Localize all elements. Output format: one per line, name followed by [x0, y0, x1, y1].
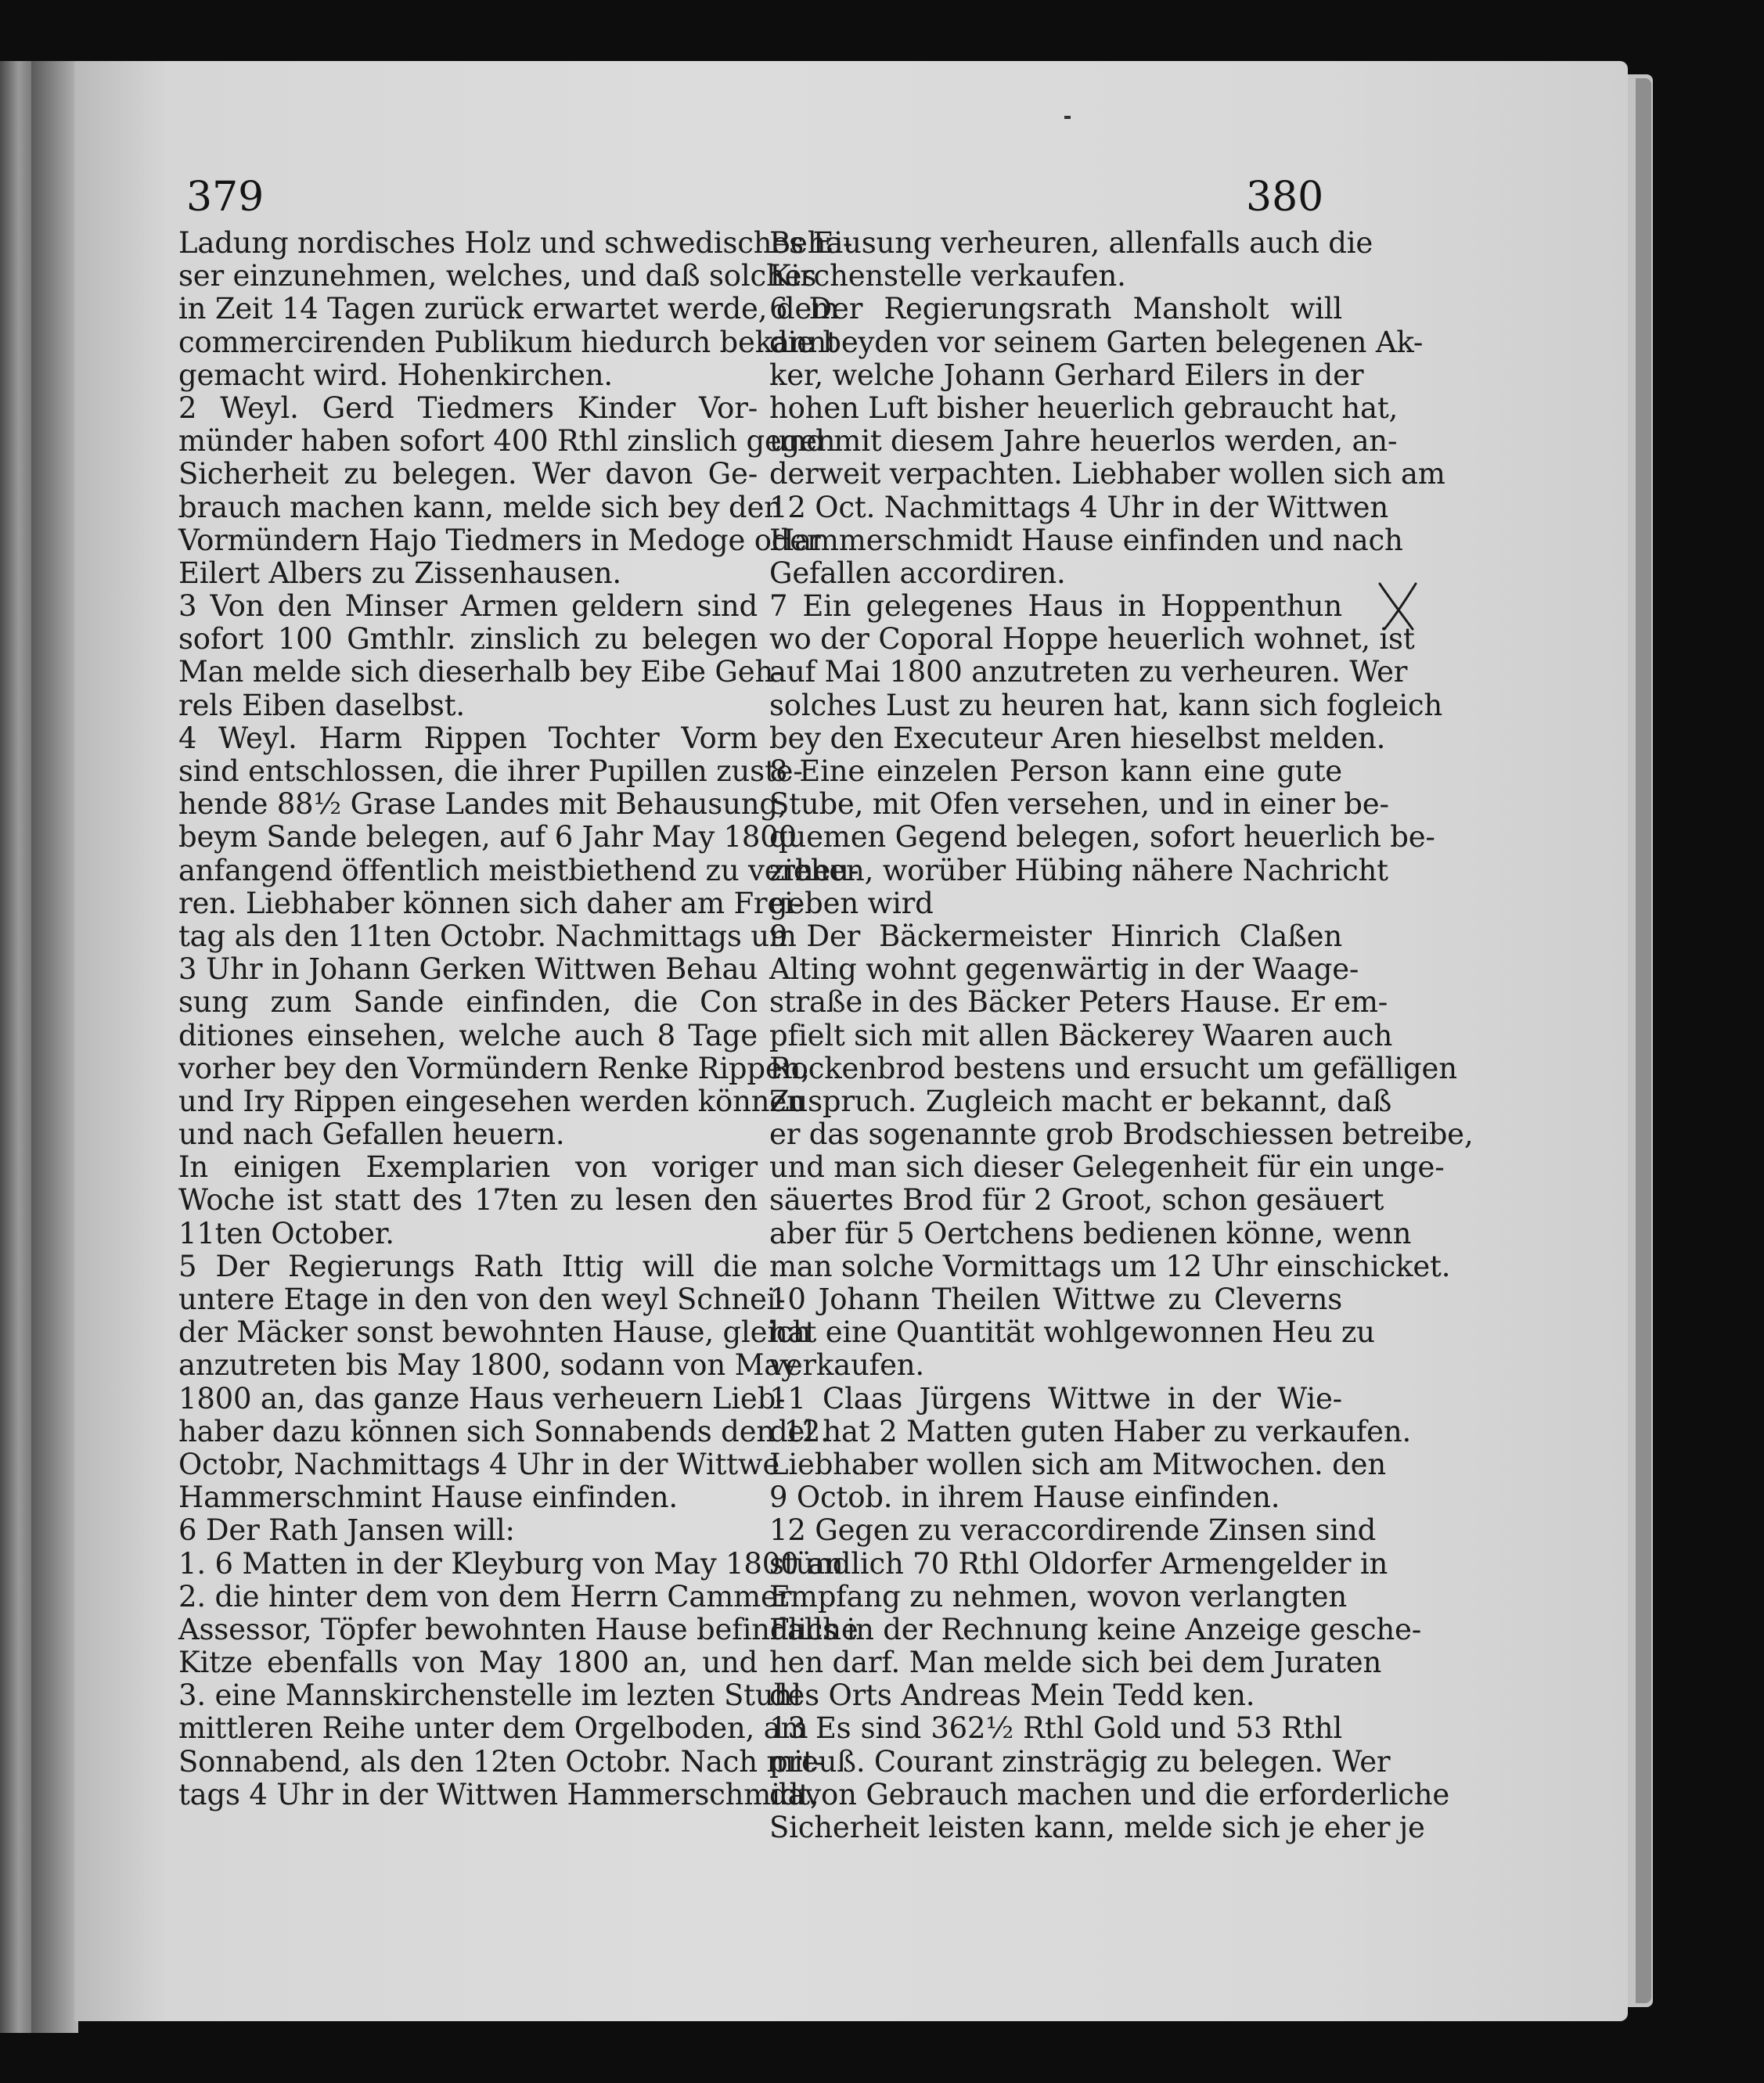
text-line: 12 Gegen zu veraccordirende Zinsen sind — [769, 1513, 1377, 1548]
text-line: untere Etage in den von den weyl Schnei- — [178, 1283, 786, 1316]
text-line: 8 Eine einzelen Person kann eine gute — [769, 754, 1342, 788]
text-line: Zuspruch. Zugleich macht er bekannt, daß — [769, 1084, 1392, 1118]
text-line: 11 Claas Jürgens Wittwe in der Wie- — [769, 1381, 1342, 1416]
text-line: verkaufen. — [769, 1348, 924, 1383]
handwritten-x-mark — [1373, 579, 1420, 634]
text-line: hat eine Quantität wohlgewonnen Heu zu — [769, 1315, 1375, 1350]
text-line: 2 Weyl. Gerd Tiedmers Kinder Vor- — [178, 390, 758, 425]
text-line: 6 Der Regierungsrath Mansholt will — [769, 292, 1342, 326]
text-line: sung zum Sande einfinden, die Con — [178, 985, 758, 1020]
text-line: straße in des Bäcker Peters Hause. Er em- — [769, 985, 1388, 1020]
text-line: anfangend öffentlich meistbiethend zu verheu- — [178, 853, 859, 887]
text-line: Stube, mit Ofen versehen, und in einer be- — [769, 787, 1389, 822]
text-line: ren. Liebhaber können sich daher am Frei- — [178, 886, 804, 920]
text-line: Kirchenstelle verkaufen. — [769, 259, 1126, 293]
text-line: in Zeit 14 Tagen zurück erwartet werde, dem — [178, 292, 839, 326]
text-line: Sicherheit leisten kann, melde sich je eher je — [769, 1811, 1425, 1844]
text-line: die beyden vor seinem Garten belegenen Ak- — [769, 325, 1424, 359]
text-line: 3 Von den Minser Armen geldern sind — [178, 589, 758, 624]
text-line: Liebhaber wollen sich am Mitwochen. den — [769, 1447, 1386, 1481]
text-line: man solche Vormittags um 12 Uhr einschicket. — [769, 1249, 1451, 1283]
text-line: aber für 5 Oertchens bedienen könne, wenn — [769, 1216, 1412, 1250]
text-line: rels Eiben daselbst. — [178, 688, 465, 722]
text-line: 4 Weyl. Harm Rippen Tochter Vorm — [178, 721, 758, 755]
paper-speck — [1064, 116, 1071, 119]
text-line: Empfang zu nehmen, wovon verlangten — [769, 1579, 1347, 1614]
text-line: Ladung nordisches Holz und schwedisches Ei- — [178, 226, 853, 260]
text-line: 5 Der Regierungs Rath Ittig will die — [178, 1249, 758, 1283]
text-line: 13 Es sind 362½ Rthl Gold und 53 Rthl — [769, 1711, 1342, 1746]
text-line: gemacht wird. Hohenkirchen. — [178, 358, 613, 392]
text-line: vorher bey den Vormündern Renke Rippen, — [178, 1051, 810, 1085]
text-line: Falls in der Rechnung keine Anzeige gesche- — [769, 1612, 1422, 1646]
text-line: tag als den 11ten Octobr. Nachmittags um — [178, 919, 797, 953]
text-line: 11ten October. — [178, 1216, 394, 1250]
text-line: der Mäcker sonst bewohnten Hause, gleich — [178, 1315, 812, 1350]
text-line: 1800 an, das ganze Haus verheuern Lieb- — [178, 1381, 786, 1416]
text-line: hen darf. Man melde sich bei dem Juraten — [769, 1646, 1382, 1680]
text-line: Behausung verheuren, allenfalls auch die — [769, 226, 1373, 260]
text-line: hohen Luft bisher heuerlich gebraucht hat, — [769, 390, 1399, 425]
text-line: derweit verpachten. Liebhaber wollen sich am — [769, 457, 1445, 491]
text-line: säuertes Brod für 2 Groot, schon gesäuert — [769, 1183, 1384, 1218]
page-number-right: 380 — [1246, 174, 1324, 221]
text-line: anzutreten bis May 1800, sodann von May — [178, 1348, 797, 1383]
text-line: bey den Executeur Aren hieselbst melden. — [769, 721, 1386, 755]
text-line: 3 Uhr in Johann Gerken Wittwen Behau — [178, 952, 758, 987]
text-line: ziehen, worüber Hübing nähere Nachricht — [769, 853, 1388, 887]
text-line: brauch machen kann, melde sich bey den — [178, 490, 783, 524]
text-line: und mit diesem Jahre heuerlos werden, an- — [769, 424, 1398, 459]
text-line: und man sich dieser Gelegenheit für ein unge- — [769, 1150, 1445, 1185]
text-line: ser einzunehmen, welches, und daß solches — [178, 259, 817, 293]
text-line: Alting wohnt gegenwärtig in der Waage- — [769, 952, 1359, 987]
book-gutter — [31, 61, 78, 2033]
text-line: münder haben sofort 400 Rthl zinslich gegen — [178, 424, 836, 459]
text-line: ditiones einsehen, welche auch 8 Tage — [178, 1018, 758, 1052]
text-line: Rockenbrod bestens und ersucht um gefälligen — [769, 1051, 1457, 1085]
text-line: pfielt sich mit allen Bäckerey Waaren auch — [769, 1018, 1393, 1052]
text-line: und nach Gefallen heuern. — [178, 1117, 565, 1152]
text-line: 7 Ein gelegenes Haus in Hoppenthun — [769, 589, 1342, 624]
text-line: 12 Oct. Nachmittags 4 Uhr in der Wittwen — [769, 490, 1388, 524]
text-line: wo der Coporal Hoppe heuerlich wohnet, ist — [769, 622, 1415, 657]
text-line: Sonnabend, als den 12ten Octobr. Nach mit- — [178, 1744, 824, 1779]
text-line: preuß. Courant zinsträgig zu belegen. Wer — [769, 1744, 1391, 1779]
text-line: Octobr, Nachmittags 4 Uhr in der Wittwe — [178, 1447, 780, 1481]
text-line: 2. die hinter dem von dem Herrn Cammer — [178, 1579, 792, 1614]
text-line: sofort 100 Gmthlr. zinslich zu belegen — [178, 622, 758, 657]
text-line: und Iry Rippen eingesehen werden können — [178, 1084, 805, 1118]
text-line: commercirenden Publikum hiedurch bekannt — [178, 325, 838, 359]
page-number-left: 379 — [186, 174, 265, 221]
text-line: 10 Johann Theilen Wittwe zu Cleverns — [769, 1283, 1342, 1316]
text-line: hende 88½ Grase Landes mit Behausung, — [178, 787, 787, 822]
text-line: quemen Gegend belegen, sofort heuerlich be- — [769, 820, 1435, 854]
text-line: 6 Der Rath Jansen will: — [178, 1513, 515, 1548]
text-line: davon Gebrauch machen und die erforderliche — [769, 1777, 1450, 1811]
text-line: Woche ist statt des 17ten zu lesen den — [178, 1183, 758, 1218]
text-line: Vormündern Hajo Tiedmers in Medoge oder — [178, 523, 821, 557]
text-line: geben wird — [769, 886, 934, 920]
text-line: 3. eine Mannskirchenstelle im lezten Stuhl — [178, 1678, 801, 1713]
text-line: Eilert Albers zu Zissenhausen. — [178, 556, 621, 590]
right-column-text — [769, 226, 1474, 1844]
text-line: ker, welche Johann Gerhard Eilers in der — [769, 358, 1364, 392]
text-line: tags 4 Uhr in der Wittwen Hammerschmidt, — [178, 1777, 819, 1811]
text-line: Man melde sich dieserhalb bey Eibe Geh- — [178, 655, 783, 689]
text-line: 9 Der Bäckermeister Hinrich Claßen — [769, 919, 1342, 953]
text-line: solches Lust zu heuren hat, kann sich fogleich — [769, 688, 1443, 722]
previous-page-edge — [0, 61, 31, 2033]
text-line: Kitze ebenfalls von May 1800 an, und — [178, 1646, 758, 1680]
text-line: In einigen Exemplarien von voriger — [178, 1150, 758, 1185]
text-line: des Orts Andreas Mein Tedd ken. — [769, 1678, 1255, 1713]
text-line: auf Mai 1800 anzutreten zu verheuren. Wer — [769, 655, 1408, 689]
text-line: Assessor, Töpfer bewohnten Hause befindliche — [178, 1612, 859, 1646]
text-line: beym Sande belegen, auf 6 Jahr May 1800 — [178, 820, 797, 854]
text-line: Sicherheit zu belegen. Wer davon Ge- — [178, 457, 758, 491]
text-line: Gefallen accordiren. — [769, 556, 1066, 590]
text-line: 1. 6 Matten in der Kleyburg von May 1800 an — [178, 1546, 844, 1581]
page-stack-edge — [1636, 78, 1651, 2003]
text-line: er das sogenannte grob Brodschiessen betreibe, — [769, 1117, 1474, 1152]
text-line: mittleren Reihe unter dem Orgelboden, am — [178, 1711, 808, 1746]
text-line: stündlich 70 Rthl Oldorfer Armengelder in — [769, 1546, 1388, 1581]
text-line: 9 Octob. in ihrem Hause einfinden. — [769, 1480, 1280, 1515]
text-line: sind entschlossen, die ihrer Pupillen zuste- — [178, 754, 803, 788]
text-line: haber dazu können sich Sonnabends den 12. — [178, 1414, 830, 1448]
text-line: Hammerschmidt Hause einfinden und nach — [769, 523, 1403, 557]
text-line: Hammerschmint Hause einfinden. — [178, 1480, 678, 1515]
text-line: del hat 2 Matten guten Haber zu verkaufen. — [769, 1414, 1412, 1448]
